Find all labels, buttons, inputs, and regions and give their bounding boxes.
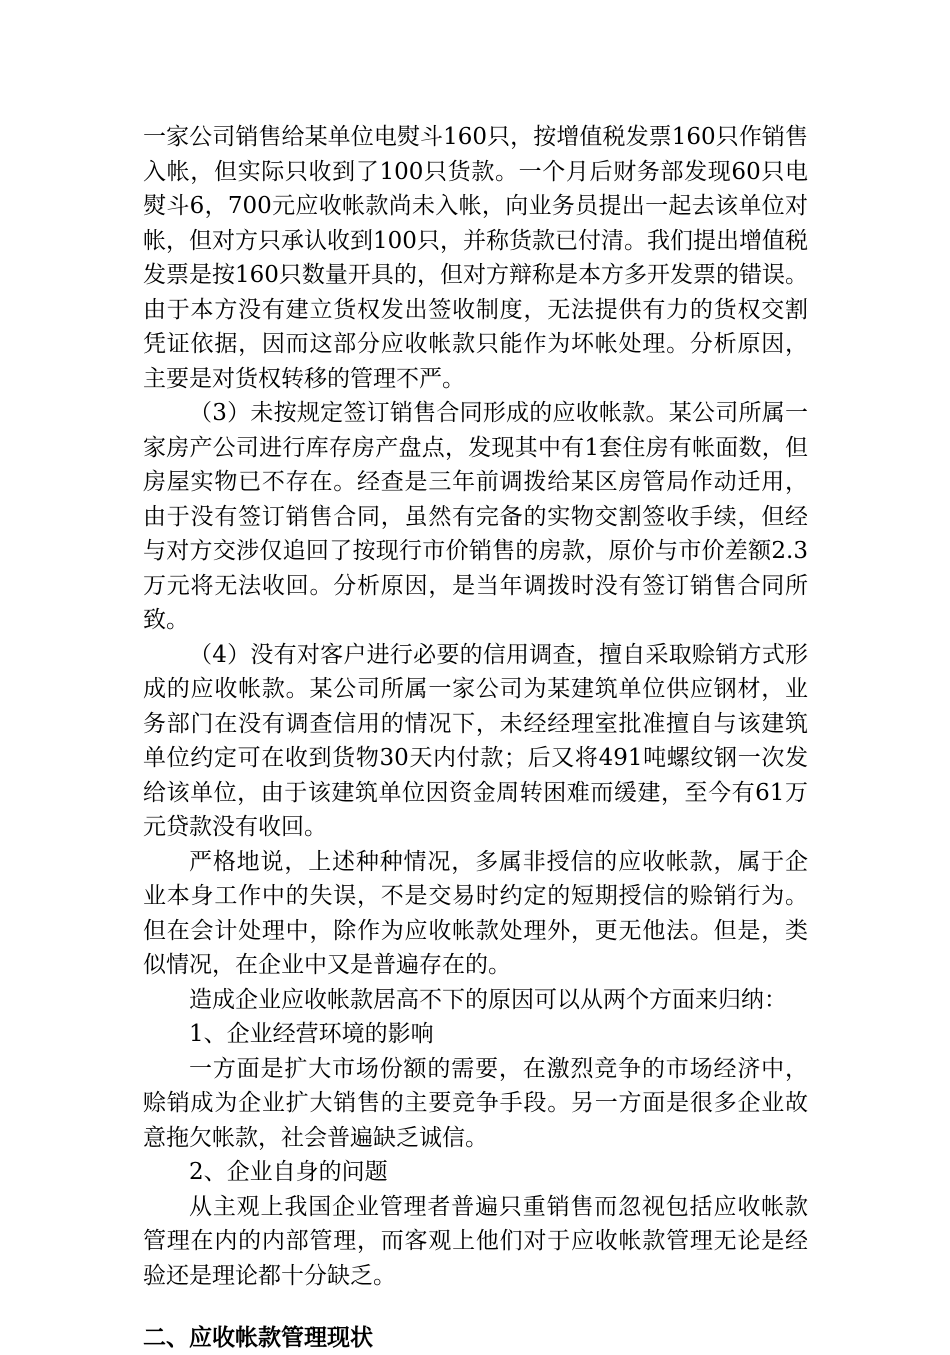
subheading-environment: 1、企业经营环境的影响 [189,1021,434,1047]
document-page [143,120,808,1355]
paragraph-internal: 从主观上我国企业管理者普遍只重销售而忽视包括应收帐款管理在内的内部管理，而客观上他们对于应收帐款管理无论是经验还是理论都十分缺乏。 [143,1193,808,1289]
paragraph-no-credit-check-case: （4）没有对客户进行必要的信用调查，擅自采取赊销方式形成的应收帐款。某公司所属一家公司为某建筑单位供应钢材，业务部门在没有调查信用的情况下，未经经理室批准擅自与该建筑单位约定可在收到货物30天内付款；后又将491吨螺纹钢一次发给该单位，由于该建筑单位因资金周转困难而缓建，至今有61万元贷款没有收回。 [143,641,808,840]
paragraph-causes-intro: 造成企业应收帐款居高不下的原因可以从两个方面来归纳： [189,986,787,1013]
paragraph-environment: 一方面是扩大市场份额的需要，在激烈竞争的市场经济中，赊销成为企业扩大销售的主要竞争手段。另一方面是很多企业故意拖欠帐款，社会普遍缺乏诚信。 [143,1055,808,1151]
paragraph-summary: 严格地说，上述种种情况，多属非授信的应收帐款，属于企业本身工作中的失误，不是交易时约定的短期授信的赊销行为。但在会计处理中，除作为应收帐款处理外，更无他法。但是，类似情况，在企业中又是普遍存在的。 [143,848,808,978]
section-title: 二、应收帐款管理现状 [143,1325,373,1351]
paragraph-delivery-case: 一家公司销售给某单位电熨斗160只，按增值税发票160只作销售入帐，但实际只收到了100只货款。一个月后财务部发现60只电熨斗6，700元应收帐款尚未入帐，向业务员提出一起去该单位对帐，但对方只承认收到100只，并称货款已付清。我们提出增值税发票是按160只数量开具的，但对方辩称是本方多开发票的错误。由于本方没有建立货权发出签收制度，无法提供有力的货权交割凭证依据，因而这部分应收帐款只能作为坏帐处理。分析原因，主要是对货权转移的管理不严。 [143,124,808,392]
paragraph-no-contract-case: （3）未按规定签订销售合同形成的应收帐款。某公司所属一家房产公司进行库存房产盘点，发现其中有1套住房有帐面数，但房屋实物已不存在。经查是三年前调拨给某区房管局作动迁用，由于没有签订销售合同，虽然有完备的实物交割签收手续，但经与对方交涉仅追回了按现行市价销售的房款，原价与市价差额2.3万元将无法收回。分析原因，是当年调拨时没有签订销售合同所致。 [143,400,808,633]
subheading-internal: 2、企业自身的问题 [189,1159,388,1185]
